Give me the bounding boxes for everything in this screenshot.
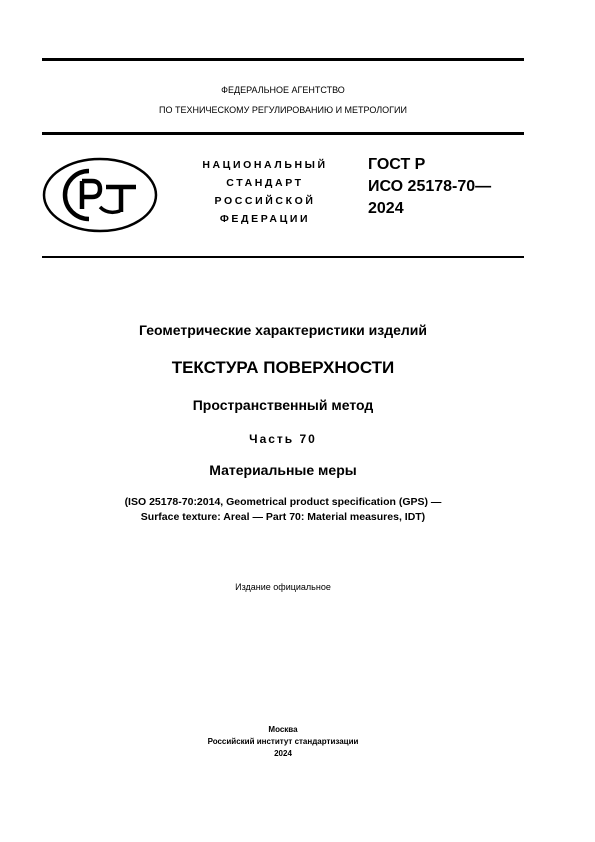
edition-note: Издание официальное: [235, 582, 331, 592]
imprint: [0, 724, 566, 760]
agency-header: [42, 80, 524, 120]
national-standard-line-3: РОССИЙСКОЙ: [214, 195, 316, 207]
header-divider: [42, 132, 524, 135]
title-divider: [42, 256, 524, 258]
rst-logo: [42, 157, 158, 233]
iso-reference-line-2: Surface texture: Areal — Part 70: Material measures, IDT): [140, 511, 426, 523]
part-label: Часть 70: [249, 432, 317, 446]
sub-title: Пространственный метод: [192, 397, 374, 413]
designation-line-1: ГОСТ Р: [368, 156, 426, 173]
standard-designation: [368, 154, 491, 220]
imprint-year: 2024: [274, 749, 292, 758]
national-standard-line-2: СТАНДАРТ: [226, 177, 304, 189]
national-standard-label: [180, 156, 350, 228]
imprint-city: Москва: [268, 725, 298, 734]
part-title: Материальные меры: [209, 462, 357, 478]
designation-line-2: ИСО 25178-70—: [368, 178, 492, 195]
general-title: Геометрические характеристики изделий: [139, 322, 427, 338]
main-title: ТЕКСТУРА ПОВЕРХНОСТИ: [171, 358, 395, 377]
designation-line-3: 2024: [368, 200, 404, 217]
top-divider: [42, 58, 524, 61]
national-standard-line-1: НАЦИОНАЛЬНЫЙ: [202, 159, 328, 171]
agency-line-2: ПО ТЕХНИЧЕСКОМУ РЕГУЛИРОВАНИЮ И МЕТРОЛОГИИ: [159, 105, 407, 115]
iso-reference: [0, 495, 566, 525]
iso-reference-line-1: (ISO 25178-70:2014, Geometrical product specification (GPS) —: [124, 496, 442, 508]
agency-line-1: ФЕДЕРАЛЬНОЕ АГЕНТСТВО: [221, 85, 345, 95]
national-standard-line-4: ФЕДЕРАЦИИ: [219, 213, 311, 225]
imprint-publisher: Российский институт стандартизации: [207, 737, 359, 746]
